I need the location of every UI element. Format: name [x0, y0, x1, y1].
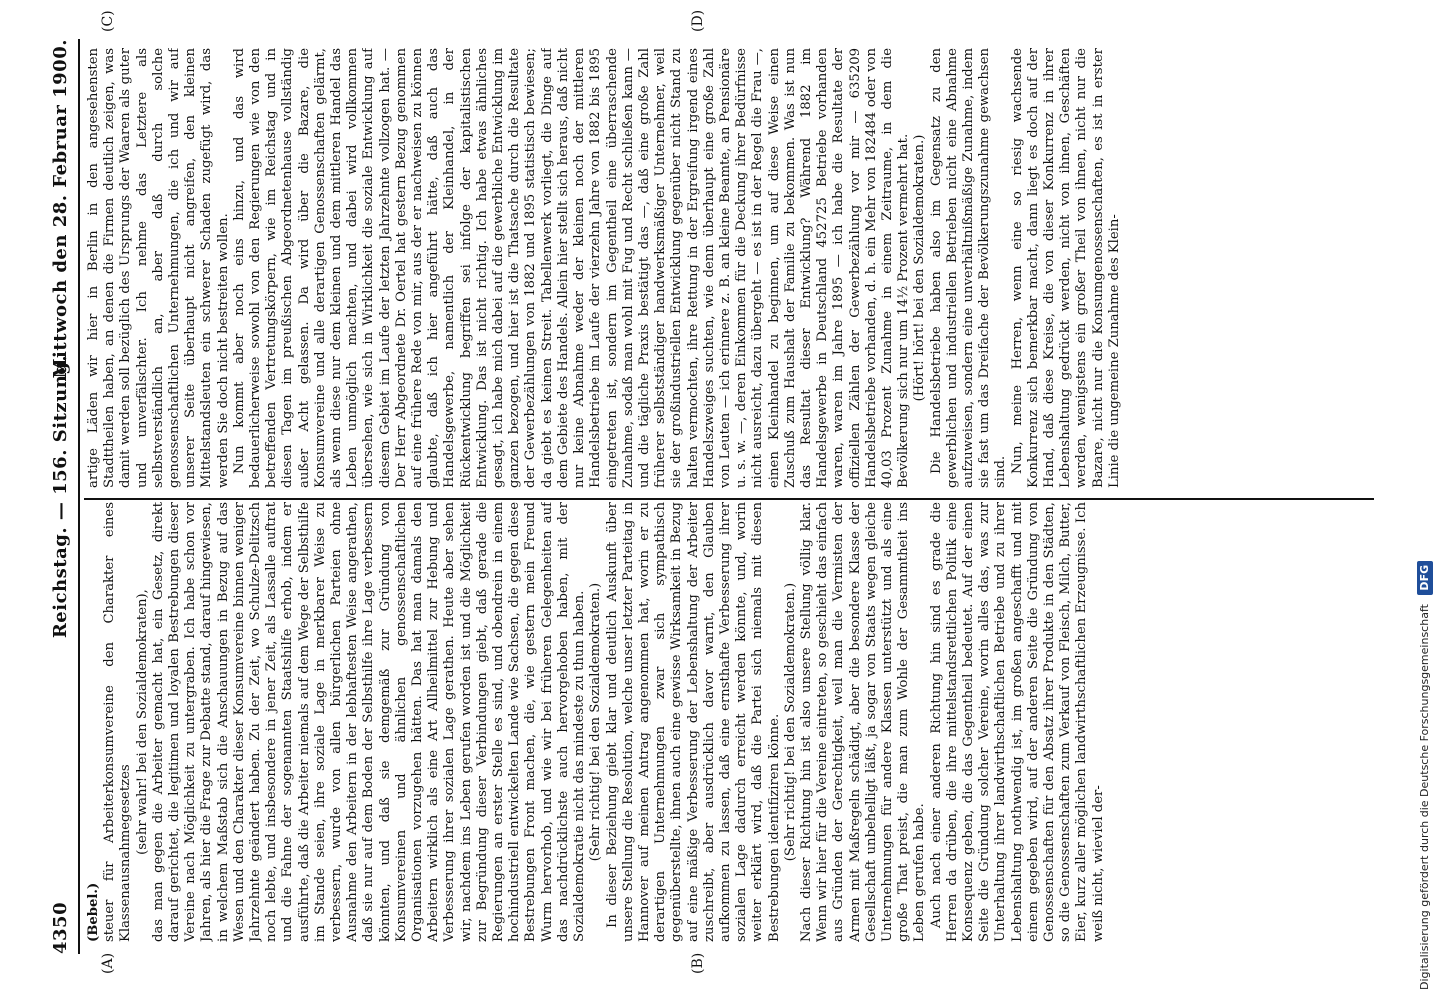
paragraph: artige Läden wir hier in Berlin in den angesehensten Stadttheilen haben, an denen die Firmen deutlich zeigen, was damit werden soll bezüglich des Ursprungs der Waaren als guter und unverfälschter. Ich nehme das Letztere als selbstverständlich an, aber daß durch solche genossenschaftlichen Unternehmungen, die ich und wir auf unserer Seite überhaupt nicht angreifen, den kleinen Mittelstandsleuten ein schwerer Schaden zugefügt wird, das werden Sie doch nicht bestreiten wollen.	[86, 48, 231, 488]
page-number: 4350	[50, 901, 71, 954]
margin-marker-b: (B)	[690, 952, 706, 974]
speaker-name: (Bebel.)	[86, 882, 101, 942]
paragraph: Die Handelsbetriebe haben also im Gegensatz zu den gewerblichen und industriellen Betrieben nicht eine Abnahme aufzuweisen, sondern eine unverhältnißmäßige Zunahme, indem sie fast um das Dreifache der Bevölkerungszunahme gewachsen sind.	[928, 48, 1009, 488]
interjection: (Hört! hört! bei den Sozialdemokraten.)	[912, 134, 928, 402]
paragraph: Nun, meine Herren, wenn eine so riesig wachsende Konkurrenz sich bemerkbar macht, dann liegt es doch auf der Hand, daß diese Kreise, die von dieser Konkurrenz in ihrer Lebenshaltung gedrückt werden, nicht von ihnen, Geschäften werden, wenigstens ein großer Theil von ihnen, nicht nur die Bazare, nicht nur die Konsumgenossenschaften, es ist in erster Linie die ungemeine Zunahme des Klein-	[1009, 48, 1122, 488]
header-rule	[78, 39, 80, 954]
left-column	[86, 502, 1376, 942]
paragraph: steuer für Arbeiterkonsumvereine den Charakter eines Klassenausnahmegesetzes	[102, 502, 134, 942]
paragraph: Auch nach einer anderen Richtung hin sind es grade die Herren da drüben, die ihre mittelstandsrettlichen Politik eine Konsequenz geben, die das Gegentheil bedeutet. Auf der einen Seite die Gründung solcher Vereine, worin alles das, was zur Unterhaltung ihrer landwirthschaftlichen Betriebe und zu ihrer Lebenshaltung nothwendig ist, im großen angeschafft und mit einem gegeben wird, auf der anderen Seite die Gründung von Genossenschaften für den Absatz ihrer Produkte in den Städten, so die Genossenschaften zum Verkauf von Fleisch, Milch, Butter, Eier, kurz aller möglichen landwirthschaftlichen Erzeugnisse. Ich weiß nicht, wieviel der-	[928, 502, 1106, 942]
interjection: (sehr wahr! bei den Sozialdemokraten),	[134, 589, 150, 855]
margin-marker-a: (A)	[100, 952, 116, 974]
page-header	[50, 39, 76, 954]
digitization-sidebar	[1412, 0, 1434, 1000]
right-column	[86, 48, 1376, 488]
margin-marker-d: (D)	[690, 9, 706, 32]
interjection: (Sehr richtig! bei den Sozialdemokraten.)	[782, 582, 798, 862]
paragraph: das man gegen die Arbeiter gemacht hat, ein Gesetz, direkt darauf gerichtet, die legitimen und loyalen Bestrebungen dieser Vereine nach Möglichkeit zu untergraben. Ich habe schon vor Jahren, als hier die Frage zur Debatte stand, darauf hingewiesen, in welchem Maßstab sich die Anschauungen in Bezug auf das Wesen und den Charakter dieser Konsumvereine binnen weniger Jahrzehnte geändert haben. Zu der Zeit, wo Schulze-Delitzsch noch lebte, und insbesondere in jener Zeit, als Lassalle auftrat und die Fahne der sogenannten Staatshilfe erhob, indem er ausführte, daß die Arbeiter niemals auf dem Wege der Selbsthilfe im Stande seien, ihre soziale Lage in merkbarer Weise zu verbessern, wurde von allen bürgerlichen Parteien ohne Ausnahme den Arbeitern in der lebhaftesten Weise angerathen, daß sie nur auf dem Boden der Selbsthilfe ihre Lage verbessern könnten, und daß sie demgemäß zur Gründung von Konsumvereinen und ähnlichen genossenschaftlichen Organisationen vorzugehen hätten. Das hat man damals den Arbeitern wirklich als eine Art Allheilmittel zur Hebung und Verbesserung ihrer sozialen Lage gerathen. Heute aber sehen wir, nachdem ins Leben gerufen worden ist und die Möglichkeit zur Begründung dieser Verbindungen giebt, daß gerade die Regierungen an erster Stelle es sind, und obendrein in einem hochindustriell entwickelten Lande wie Sachsen, die gegen diese Bestrebungen Front machen, die, wie gestern mein Freund Wurm hervorhob, und wie wir bei früheren Gelegenheiten auf das nachdrücklichste auch hervorgehoben haben, mit der Sozialdemokratie nicht das mindeste zu thun haben.	[150, 502, 588, 942]
margin-marker-c: (C)	[100, 10, 116, 32]
paragraph: In dieser Beziehung giebt klar und deutlich Auskunft über unsere Stellung die Resolution, welche unser letzter Parteitag in Hannover auf meinen Antrag angenommen hat, worin er zu derartigen Unternehmungen zwar sich sympathisch gegenüberstellte, ihnen auch eine gewisse Wirksamkeit in Bezug auf eine mäßige Verbesserung der Lebenshaltung der Arbeiter zuschreibt, aber ausdrücklich davor warnt, den Glauben aufkommen zu lassen, daß eine ernsthafte Verbesserung ihrer sozialen Lage dadurch erreicht werden könnte, und, worin weiter erklärt wird, daß die Partei sich niemals mit diesen Bestrebungen identifiziren könne.	[604, 502, 782, 942]
paragraph: Nach dieser Richtung hin ist also unsere Stellung völlig klar. Wenn wir hier für die Vereine eintreten, so geschieht das einfach aus Gründen der Gerechtigkeit, weil man die Vermisten der Armen mit Maßregeln schädigt, aber die besondere Klasse der Gesellschaft unbehelligt läßt, ja sogar von Staats wegen gleiche Unternehmungen für andere Klassen unterstützt und als eine große That preist, die man zum Wohle der Gesammtheit ins Leben gerufen habe.	[798, 502, 928, 942]
dfg-logo: DFG	[1417, 561, 1433, 595]
interjection: (Sehr richtig! bei den Sozialdemokraten.)	[588, 582, 604, 862]
paragraph: Nun kommt aber noch eins hinzu, und das wird bedauerlicherweise sowohl von den Regierungen wie von den betreffenden Vertretungskörpern, wie im Reichstag und in diesen Tagen im preußischen Abgeordnetenhause vollständig außer Acht gelassen. Da wird über die Bazare, die Konsumvereine und alle derartigen Genossenschaften gelärmt, als wenn diese nur dem kleinen und dem mittleren Handel das Leben unmöglich machten, und dabei wird vollkommen übersehen, wie sich in Wirklichkeit die soziale Entwicklung auf diesem Gebiet im Laufe der letzten Jahrzehnte vollzogen hat. — Der Herr Abgeordnete Dr. Oertel hat gestern Bezug genommen auf eine frühere Rede von mir, aus der er nachweisen zu können glaubte, daß ich hier angeführt hätte, daß auch das Handelsgewerbe, namentlich der Kleinhandel, in der Rückentwicklung begriffen sei infolge der kapitalistischen Entwicklung. Das ist nicht richtig. Ich habe etwas ähnliches gesagt, ich habe mich dabei auf die gewerbliche Entwicklung im ganzen bezogen, und hier ist die Thatsache durch die Resultate der Gewerbezählungen von 1882 und 1895 statistisch bewiesen; da giebt es keinen Streit. Tabellenwerk vorliegt, die Dinge auf dem Gebiete des Handels. Allein hier stellt sich heraus, daß nicht nur keine Abnahme weder der kleinen noch der mittleren Handelsbetriebe im Laufe der vierzehn Jahre von 1882 bis 1895 eingetreten ist, sondern im Gegentheil eine überraschende Zunahme, sodaß man wohl mit Fug und Recht schließen kann — und die tägliche Praxis bestätigt das —, daß eine große Zahl früherer selbstständiger handwerksmäßiger Unternehmer, weil sie der großindustriellen Entwicklung gegenüber nicht Stand zu halten vermochten, ihre Rettung in der Ergreifung irgend eines Handelszweiges suchten, wie denn überhaupt eine große Zahl von Leuten — ich erinnere z. B. an kleine Beamte, an Pensionäre u. s. w. —, deren Einkommen für die Deckung ihrer Bedürfnisse nicht ausreicht, dazu übergeht — es ist in der Regel die Frau —, einen Kleinhandel zu beginnen, um auf diese Weise einen Zuschuß zum Haushalt der Familie zu bekommen. Was ist nun das Resultat dieser Entwicklung? Während 1882 im Handelsgewerbe in Deutschland 452725 Betriebe vorhanden waren, waren im Jahre 1895 — ich habe die Resultate der offiziellen Zählen der Gewerbezählung vor mir — 635209 Handelsbetriebe vorhanden, d. h. ein Mehr von 182484 oder von 40,03 Prozent Zunahme in einem Zeitraume, in dem die Bevölkerung sich nur um 14½ Prozent vermehrt hat.	[231, 48, 912, 488]
session-date: Mittwoch den 28. Februar 1900.	[50, 39, 71, 379]
column-rule	[84, 498, 1374, 500]
digitization-credit: Digitalisierung gefördert durch die Deutsche Forschungsgemeinschaft	[1418, 604, 1431, 990]
page-title: Reichstag. — 156. Sitzung.	[50, 354, 71, 639]
